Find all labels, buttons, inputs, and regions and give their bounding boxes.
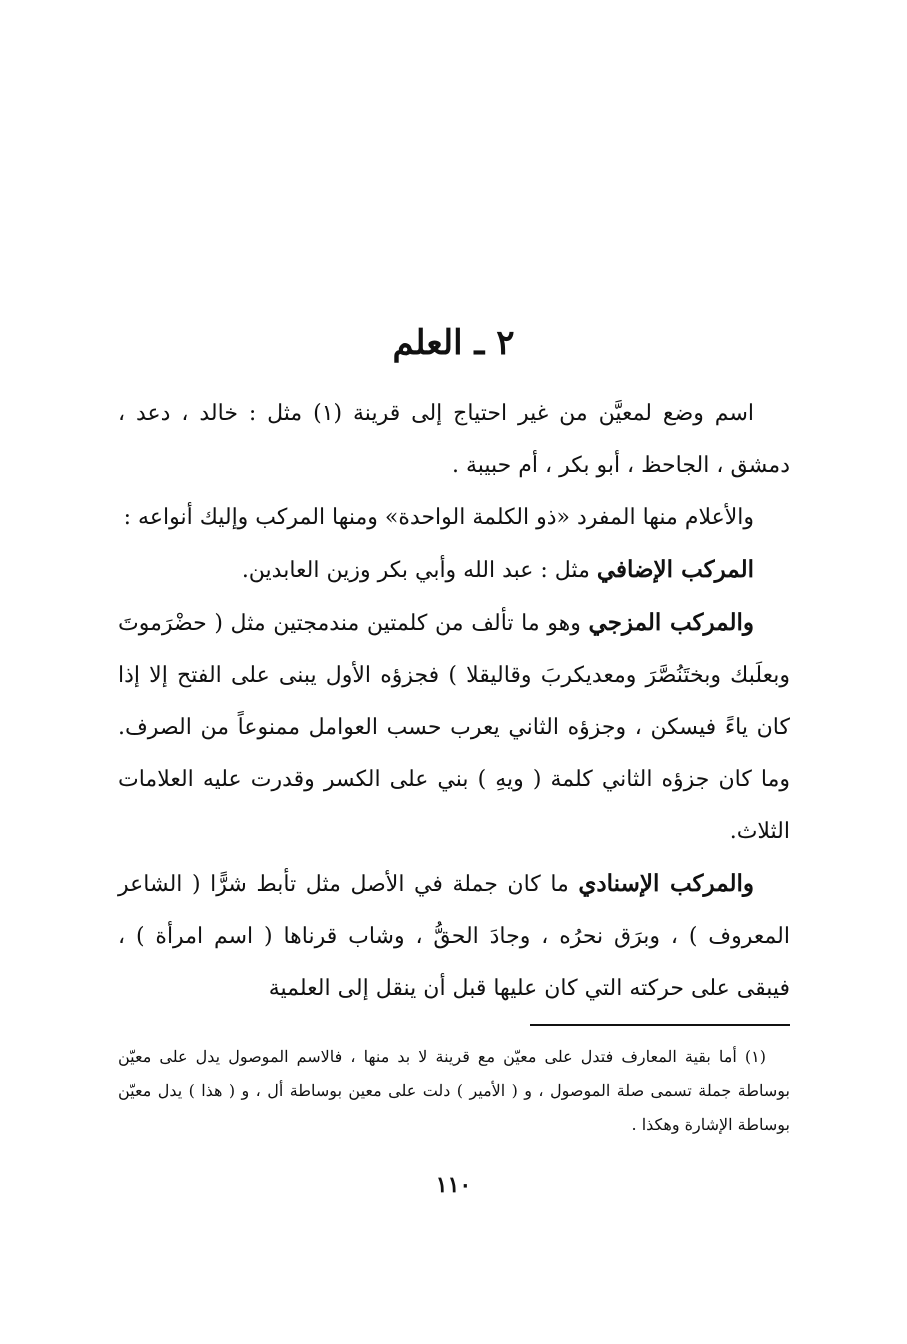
footnote [118, 1040, 790, 1142]
idafi-text: مثل : عبد الله وأبي بكر وزين العابدين. [241, 558, 597, 583]
footnote-divider [530, 1024, 790, 1026]
mazji-term: والمركب المزجي [588, 609, 754, 636]
section-title: ٢ ـ العلم [392, 323, 515, 363]
definition-paragraph: اسم وضع لمعيَّن من غير احتياج إلى قرينة (١) مثل : خالد ، دعد ، دمشق ، الجاحظ ، أبو بكر ، أم حبيبة . [118, 401, 790, 478]
idafi-paragraph [118, 544, 790, 597]
isnadi-paragraph [118, 858, 790, 1015]
intro-types-paragraph: والأعلام منها المفرد «ذو الكلمة الواحدة» ومنها المركب وإليك أنواعه : [123, 505, 754, 530]
idafi-term: المركب الإضافي [596, 556, 754, 583]
mazji-text: وهو ما تألف من كلمتين مندمجتين مثل ( حضْرَموتَ وبعلَبك وبختَنُصَّرَ ومعديكربَ وقاليقلا ) فجزؤه الأول يبنى على الفتح إلا إذا كان ياءً فيسكن ، وجزؤه الثاني يعرب حسب العوامل ممنوعاً من الصرف. وما كان جزؤه الثاني كلمة ( ويهِ ) بني على الكسر وقدرت عليه العلامات الثلاث. [118, 611, 790, 844]
isnadi-term: والمركب الإسنادي [578, 870, 754, 897]
page-number: ١١٠ [435, 1172, 472, 1198]
footnote-text: (١) أما بقية المعارف فتدل على معيّن مع قرينة لا بد منها ، فالاسم الموصول يدل على معيّن بوساطة جملة تسمى صلة الموصول ، و ( الأمير ) دلت على معين بوساطة أل ، و ( هذا ) يدل معيّن بوساطة الإشارة وهكذا . [118, 1047, 790, 1134]
main-text [118, 388, 790, 1015]
mazji-paragraph [118, 597, 790, 858]
isnadi-text: ما كان جملة في الأصل مثل تأبط شرًّا ( الشاعر المعروف ) ، وبرَق نحرُه ، وجادَ الحقُّ ، وشاب قرناها ( اسم امرأة ) ، فيبقى على حركته التي كان عليها قبل أن ينقل إلى العلمية [118, 872, 790, 1001]
